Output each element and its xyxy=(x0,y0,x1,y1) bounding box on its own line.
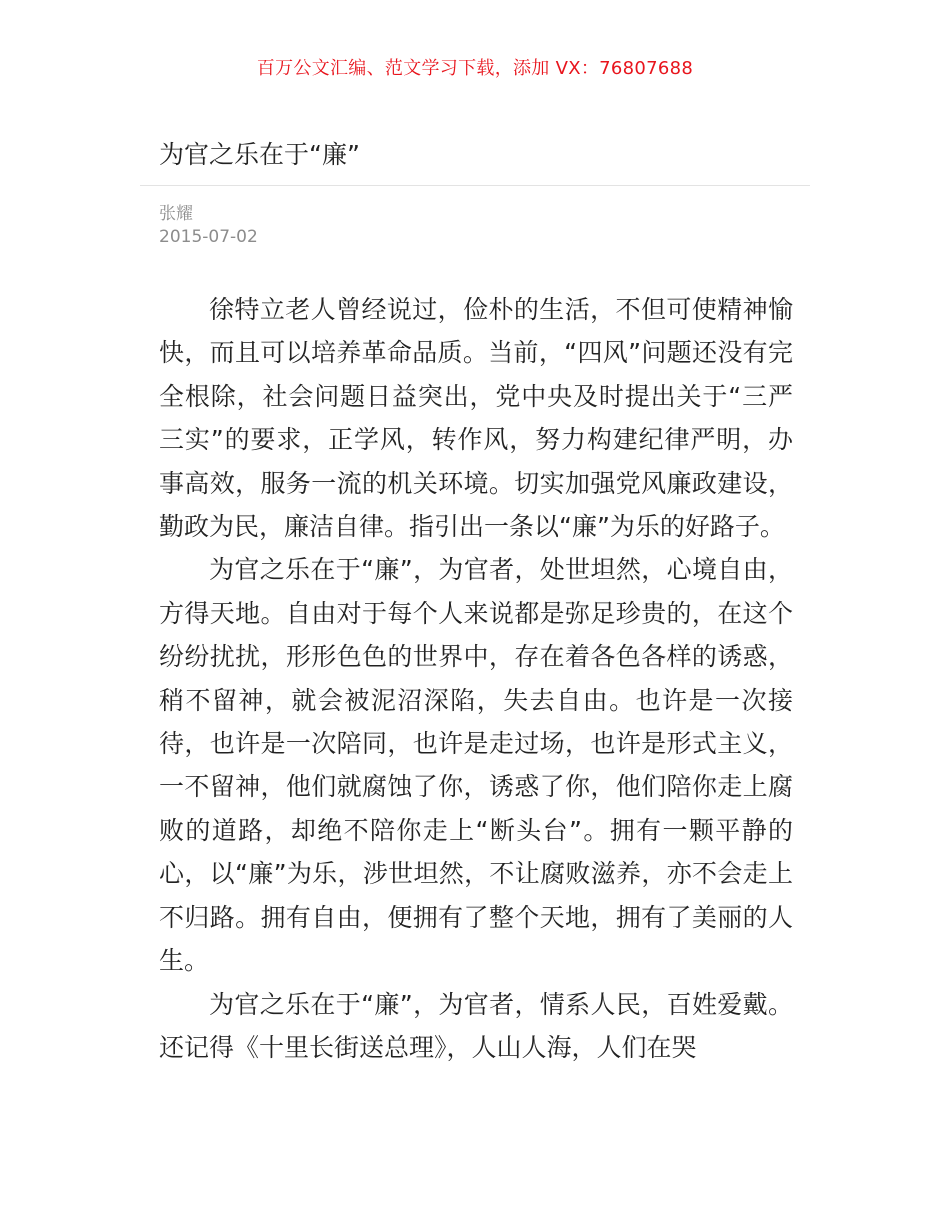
paragraph: 徐特立老人曾经说过，俭朴的生活，不但可使精神愉快，而且可以培养革命品质。当前，“四风”问题还没有完全根除，社会问题日益突出，党中央及时提出关于“三严三实”的要求，正学风，转作风，努力构建纪律严明，办事高效，服务一流的机关环境。切实加强党风廉政建设，勤政为民，廉洁自律。指引出一条以“廉”为乐的好路子。 xyxy=(159,295,793,542)
title-divider xyxy=(140,185,810,186)
paragraph: 为官之乐在于“廉”，为官者，情系人民，百姓爱戴。还记得《十里长街送总理》，人山人海，人们在哭 xyxy=(159,989,793,1062)
article-body xyxy=(159,288,793,1069)
paragraph: 为官之乐在于“廉”，为官者，处世坦然，心境自由，方得天地。自由对于每个人来说都是弥足珍贵的，在这个纷纷扰扰，形形色色的世界中，存在着各色各样的诱惑，稍不留神，就会被泥沼深陷，失去自由。也许是一次接待，也许是一次陪同，也许是走过场，也许是形式主义，一不留神，他们就腐蚀了你，诱惑了你，他们陪你走上腐败的道路，却绝不陪你走上“断头台”。拥有一颗平静的心，以“廉”为乐，涉世坦然，不让腐败滋养，亦不会走上不归路。拥有自由，便拥有了整个天地，拥有了美丽的人生。 xyxy=(159,555,793,976)
article-author: 张耀 xyxy=(159,204,193,224)
article-date: 2015-07-02 xyxy=(159,227,258,247)
article-title: 为官之乐在于“廉” xyxy=(159,140,360,169)
promo-banner: 百万公文汇编、范文学习下载，添加 VX：76807688 xyxy=(256,58,694,79)
